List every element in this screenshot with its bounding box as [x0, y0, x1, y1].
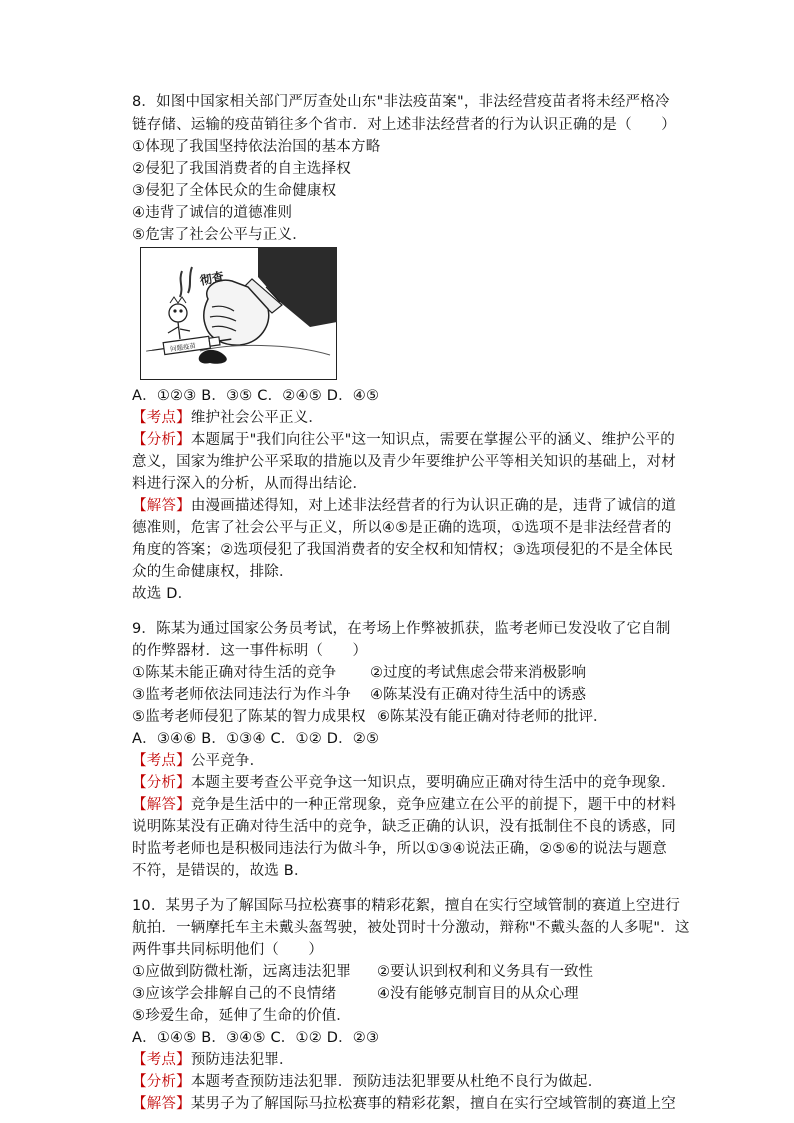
q9-kaodian-text: 公平竞争． — [190, 753, 265, 769]
q8-jieda-line-1 — [132, 496, 676, 516]
q10-stem-line-1: 10．某男子为了解国际马拉松赛事的精彩花絮，擅自在实行空域管制的赛道上空进行 — [132, 898, 681, 914]
q8-fenxi-tag: 【分析】 — [132, 432, 191, 448]
q9-fenxi-text: 本题主要考查公平竞争这一知识点，要明确应正确对待生活中的竞争现象． — [190, 775, 676, 791]
q10-fenxi-text: 本题考查预防违法犯罪．预防违法犯罪要从杜绝不良行为做起． — [190, 1074, 603, 1090]
q9-kaodian-tag: 【考点】 — [132, 753, 191, 769]
q9-answer-choices: A．③④⑥ B．①③④ C．①② D．②⑤ — [132, 731, 380, 747]
q8-kaodian-text: 维护社会公平正义． — [190, 410, 324, 426]
q10-kaodian-tag: 【考点】 — [132, 1052, 191, 1068]
q10-jieda-tag: 【解答】 — [132, 1096, 191, 1112]
q10-jieda-text-1: 某男子为了解国际马拉松赛事的精彩花絮，擅自在实行空域管制的赛道上空 — [190, 1096, 676, 1112]
q8-option-3: ③侵犯了全体民众的生命健康权 — [132, 183, 337, 199]
q9-kaodian-line — [132, 751, 264, 771]
q9-jieda-line-1 — [132, 795, 676, 815]
q9-jieda-line-4: 不符，是错误的，故选 B． — [132, 863, 309, 879]
q9-jieda-text-1: 竞争是生活中的一种正常现象，竞争应建立在公平的前提下，题干中的材料 — [190, 797, 676, 813]
q8-jieda-line-3: 角度的答案；②选项侵犯了我国消费者的安全权和知情权；③选项侵犯的不是全体民 — [132, 542, 673, 558]
q8-stem-line-2: 链存储、运输的疫苗销往多个省市．对上述非法经营者的行为认识正确的是（ ） — [132, 117, 676, 133]
q8-stem-line-1: 8．如图中国家相关部门严厉查处山东"非法疫苗案"，非法经营疫苗者将未经严格冷 — [132, 94, 670, 110]
q8-fenxi-line-1 — [132, 430, 675, 450]
q9-jieda-tag: 【解答】 — [132, 797, 191, 813]
q9-fenxi-tag: 【分析】 — [132, 775, 191, 791]
q8-jieda-line-4: 众的生命健康权，排除． — [132, 564, 294, 580]
q8-fenxi-line-3: 料进行深入的分析，从而得出结论． — [132, 476, 368, 492]
q10-option-5: ⑤珍爱生命，延伸了生命的价值． — [132, 1008, 351, 1024]
q8-conclusion: 故选 D． — [132, 586, 193, 602]
q8-answer-choices: A．①②③ B．③⑤ C．②④⑤ D．④⑤ — [132, 388, 380, 404]
q8-fenxi-line-2: 意义，国家为维护公平采取的措施以及青少年要维护公平等相关知识的基础上，对材 — [132, 454, 676, 470]
q9-fenxi-line — [132, 773, 676, 793]
q8-jieda-tag: 【解答】 — [132, 498, 191, 514]
q8-jieda-text-1: 由漫画描述得知，对上述非法经营者的行为认识正确的是，违背了诚信的道 — [190, 498, 676, 514]
q10-fenxi-line — [132, 1072, 602, 1092]
q10-option-1: ①应做到防微杜渐，远离违法犯罪 — [132, 964, 351, 980]
q10-option-4: ④没有能够克制盲目的从众心理 — [377, 986, 579, 1002]
q8-jieda-line-2: 德准则，危害了社会公平与正义，所以④⑤是正确的选项，①选项不是非法经营者的 — [132, 520, 672, 536]
q10-option-3: ③应该学会排解自己的不良情绪 — [132, 986, 337, 1002]
q8-option-5: ⑤危害了社会公平与正义． — [132, 227, 307, 243]
q10-option-2: ②要认识到权利和义务具有一致性 — [377, 964, 593, 980]
q8-option-4: ④违背了诚信的道德准则 — [132, 205, 293, 221]
q10-kaodian-text: 预防违法犯罪． — [190, 1052, 294, 1068]
q9-option-6: ⑥陈某没有能正确对待老师的批评． — [377, 709, 608, 725]
q8-option-2: ②侵犯了我国消费者的自主选择权 — [132, 161, 351, 177]
q10-stem-line-2: 航拍．一辆摩托车主未戴头盔驾驶，被处罚时十分激动，辩称"不戴头盔的人多呢"．这 — [132, 920, 690, 936]
q10-answer-choices: A．①④⑤ B．③④⑤ C．①② D．②③ — [132, 1030, 380, 1046]
q8-fenxi-text-1: 本题属于"我们向往公平"这一知识点，需要在掌握公平的涵义、维护公平的 — [190, 432, 675, 448]
cartoon-syringe-label: 问题疫苗 — [169, 341, 197, 354]
q10-fenxi-tag: 【分析】 — [132, 1074, 191, 1090]
q8-kaodian-line — [132, 408, 323, 428]
q9-jieda-line-2: 说明陈某没有正确对待生活中的竞争，缺乏正确的认识，没有抵制住不良的诱惑，同 — [132, 819, 676, 835]
cartoon-illustration — [140, 247, 337, 380]
q10-kaodian-line — [132, 1050, 294, 1070]
q9-option-4: ④陈某没有正确对待生活中的诱惑 — [370, 687, 586, 703]
q10-stem-line-3: 两件事共同标明他们（ ） — [132, 942, 324, 958]
q9-option-5: ⑤监考老师侵犯了陈某的智力成果权 — [132, 709, 366, 725]
q9-option-3: ③监考老师依法同违法行为作斗争 — [132, 687, 351, 703]
q9-option-2: ②过度的考试焦虑会带来消极影响 — [370, 665, 586, 681]
q8-option-1: ①体现了我国坚持依法治国的基本方略 — [132, 139, 381, 155]
q10-jieda-line-1 — [132, 1094, 676, 1114]
q9-jieda-line-3: 时监考老师也是积极同违法行为做斗争，所以①③④说法正确，②⑤⑥的说法与题意 — [132, 841, 667, 857]
q9-stem-line-2: 的作弊器材．这一事件标明（ ） — [132, 643, 368, 659]
q9-option-1: ①陈某未能正确对待生活的竞争 — [132, 665, 337, 681]
q8-kaodian-tag: 【考点】 — [132, 410, 191, 426]
q9-stem-line-1: 9．陈某为通过国家公务员考试，在考场上作弊被抓获，监考老师已发没收了它自制 — [132, 621, 671, 637]
cartoon-stamp-text: 彻查 — [198, 269, 226, 288]
